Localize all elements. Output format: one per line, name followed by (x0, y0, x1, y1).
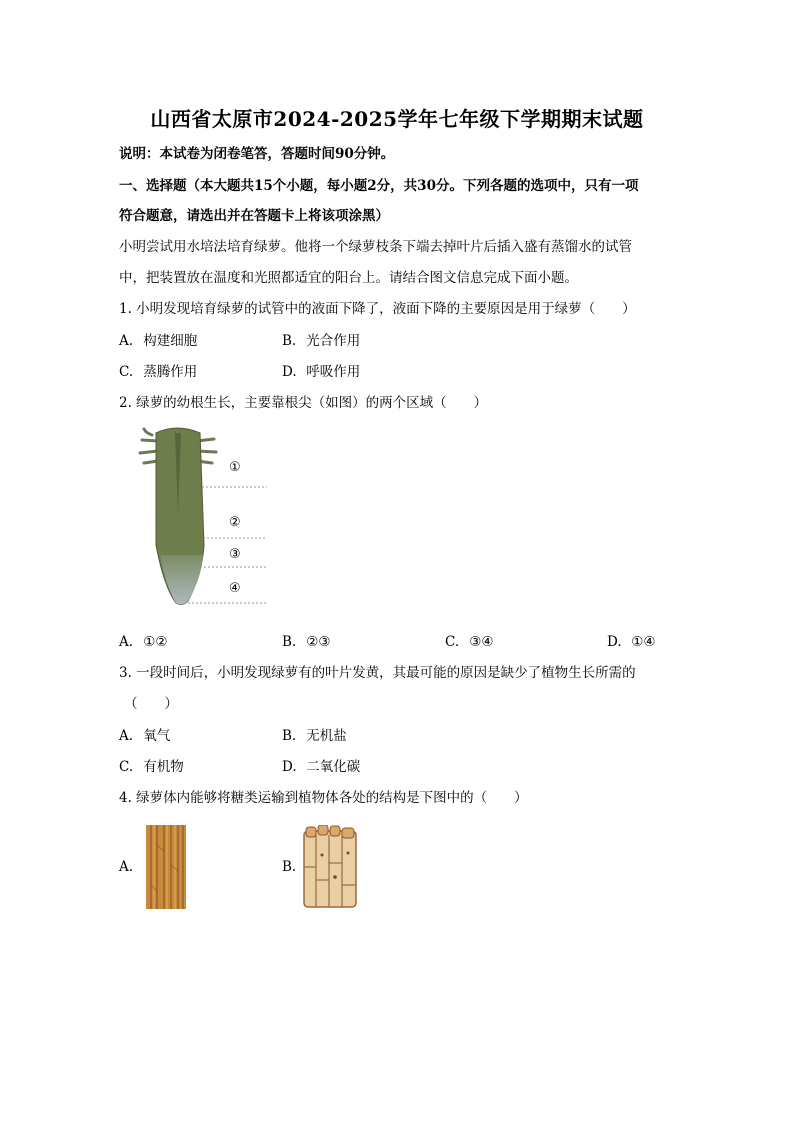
q1-option-c[interactable] (119, 362, 197, 382)
q2-stem: 2. 绿萝的幼根生长，主要靠根尖（如图）的两个区域（ ） (119, 395, 488, 411)
sieve-tube-image (302, 825, 360, 911)
option-key: B. (282, 728, 297, 744)
option-key: A. (119, 333, 134, 349)
intro-line1: 小明尝试用水培法培育绿萝。他将一个绿萝枝条下端去掉叶片后插入盛有蒸馏水的试管 (119, 239, 632, 255)
q1-stem: 1. 小明发现培育绿萝的试管中的液面下降了，液面下降的主要原因是用于绿萝（ ） (119, 301, 636, 317)
option-text: ①② (143, 634, 168, 650)
intro-line2: 中，把装置放在温度和光照都适宜的阳台上。请结合图文信息完成下面小题。 (119, 270, 578, 286)
option-text: 呼吸作用 (306, 364, 361, 380)
q2-option-b[interactable] (282, 632, 331, 652)
q2-option-d[interactable] (607, 632, 656, 652)
option-text: 有机物 (143, 759, 184, 775)
q1-option-b[interactable] (282, 331, 360, 351)
q2-option-c[interactable] (445, 632, 494, 652)
option-key: D. (282, 759, 297, 775)
section-heading-line2: 符合题意，请选出并在答题卡上将该项涂黑） (119, 208, 389, 224)
option-text: 无机盐 (306, 728, 347, 744)
option-key: B. (282, 333, 297, 349)
zone-label-4: ④ (229, 581, 241, 596)
q4-option-b[interactable] (282, 857, 302, 877)
option-key: B. (282, 634, 297, 650)
option-key: C. (119, 364, 134, 380)
option-text: 二氧化碳 (306, 759, 361, 775)
q3-stem-cont: （ ） (124, 696, 178, 712)
q1-option-a[interactable] (119, 331, 197, 351)
q3-option-a[interactable] (119, 726, 170, 746)
option-text: ①④ (631, 634, 656, 650)
option-key: D. (282, 364, 297, 380)
option-text: 氧气 (143, 728, 171, 744)
vessel-tissue-image (146, 825, 186, 909)
zone-label-1: ① (229, 460, 241, 475)
q3-option-b[interactable] (282, 726, 347, 746)
option-key: C. (445, 634, 460, 650)
q3-option-d[interactable] (282, 757, 360, 777)
option-text: 蒸腾作用 (143, 364, 198, 380)
option-key: A. (119, 859, 134, 875)
q1-option-d[interactable] (282, 362, 360, 382)
option-key: A. (119, 728, 134, 744)
option-text: 构建细胞 (143, 333, 198, 349)
option-text: 光合作用 (306, 333, 361, 349)
q3-stem: 3. 一段时间后，小明发现绿萝有的叶片发黄，其最可能的原因是缺少了植物生长所需的 (119, 665, 636, 681)
option-key: C. (119, 759, 134, 775)
option-key: D. (607, 634, 622, 650)
root-cap (160, 555, 203, 605)
option-text: ②③ (306, 634, 331, 650)
q2-option-a[interactable] (119, 632, 168, 652)
exam-note: 说明：本试卷为闭卷笔答，答题时间90分钟。 (119, 146, 395, 162)
zone-label-3: ③ (229, 547, 241, 562)
q3-option-c[interactable] (119, 757, 184, 777)
q4-option-a[interactable] (119, 857, 139, 877)
zone-label-2: ② (229, 515, 241, 530)
option-text: ③④ (469, 634, 494, 650)
q4-stem: 4. 绿萝体内能够将糖类运输到植物体各处的结构是下图中的（ ） (119, 790, 528, 806)
option-key: B. (282, 859, 297, 875)
page-title: 山西省太原市2024-2025学年七年级下学期期末试题 (150, 107, 644, 131)
section-heading-line1: 一、选择题（本大题共15个小题，每小题2分，共30分。下列各题的选项中，只有一项 (119, 178, 639, 194)
root-tip-figure (130, 425, 280, 610)
option-key: A. (119, 634, 134, 650)
